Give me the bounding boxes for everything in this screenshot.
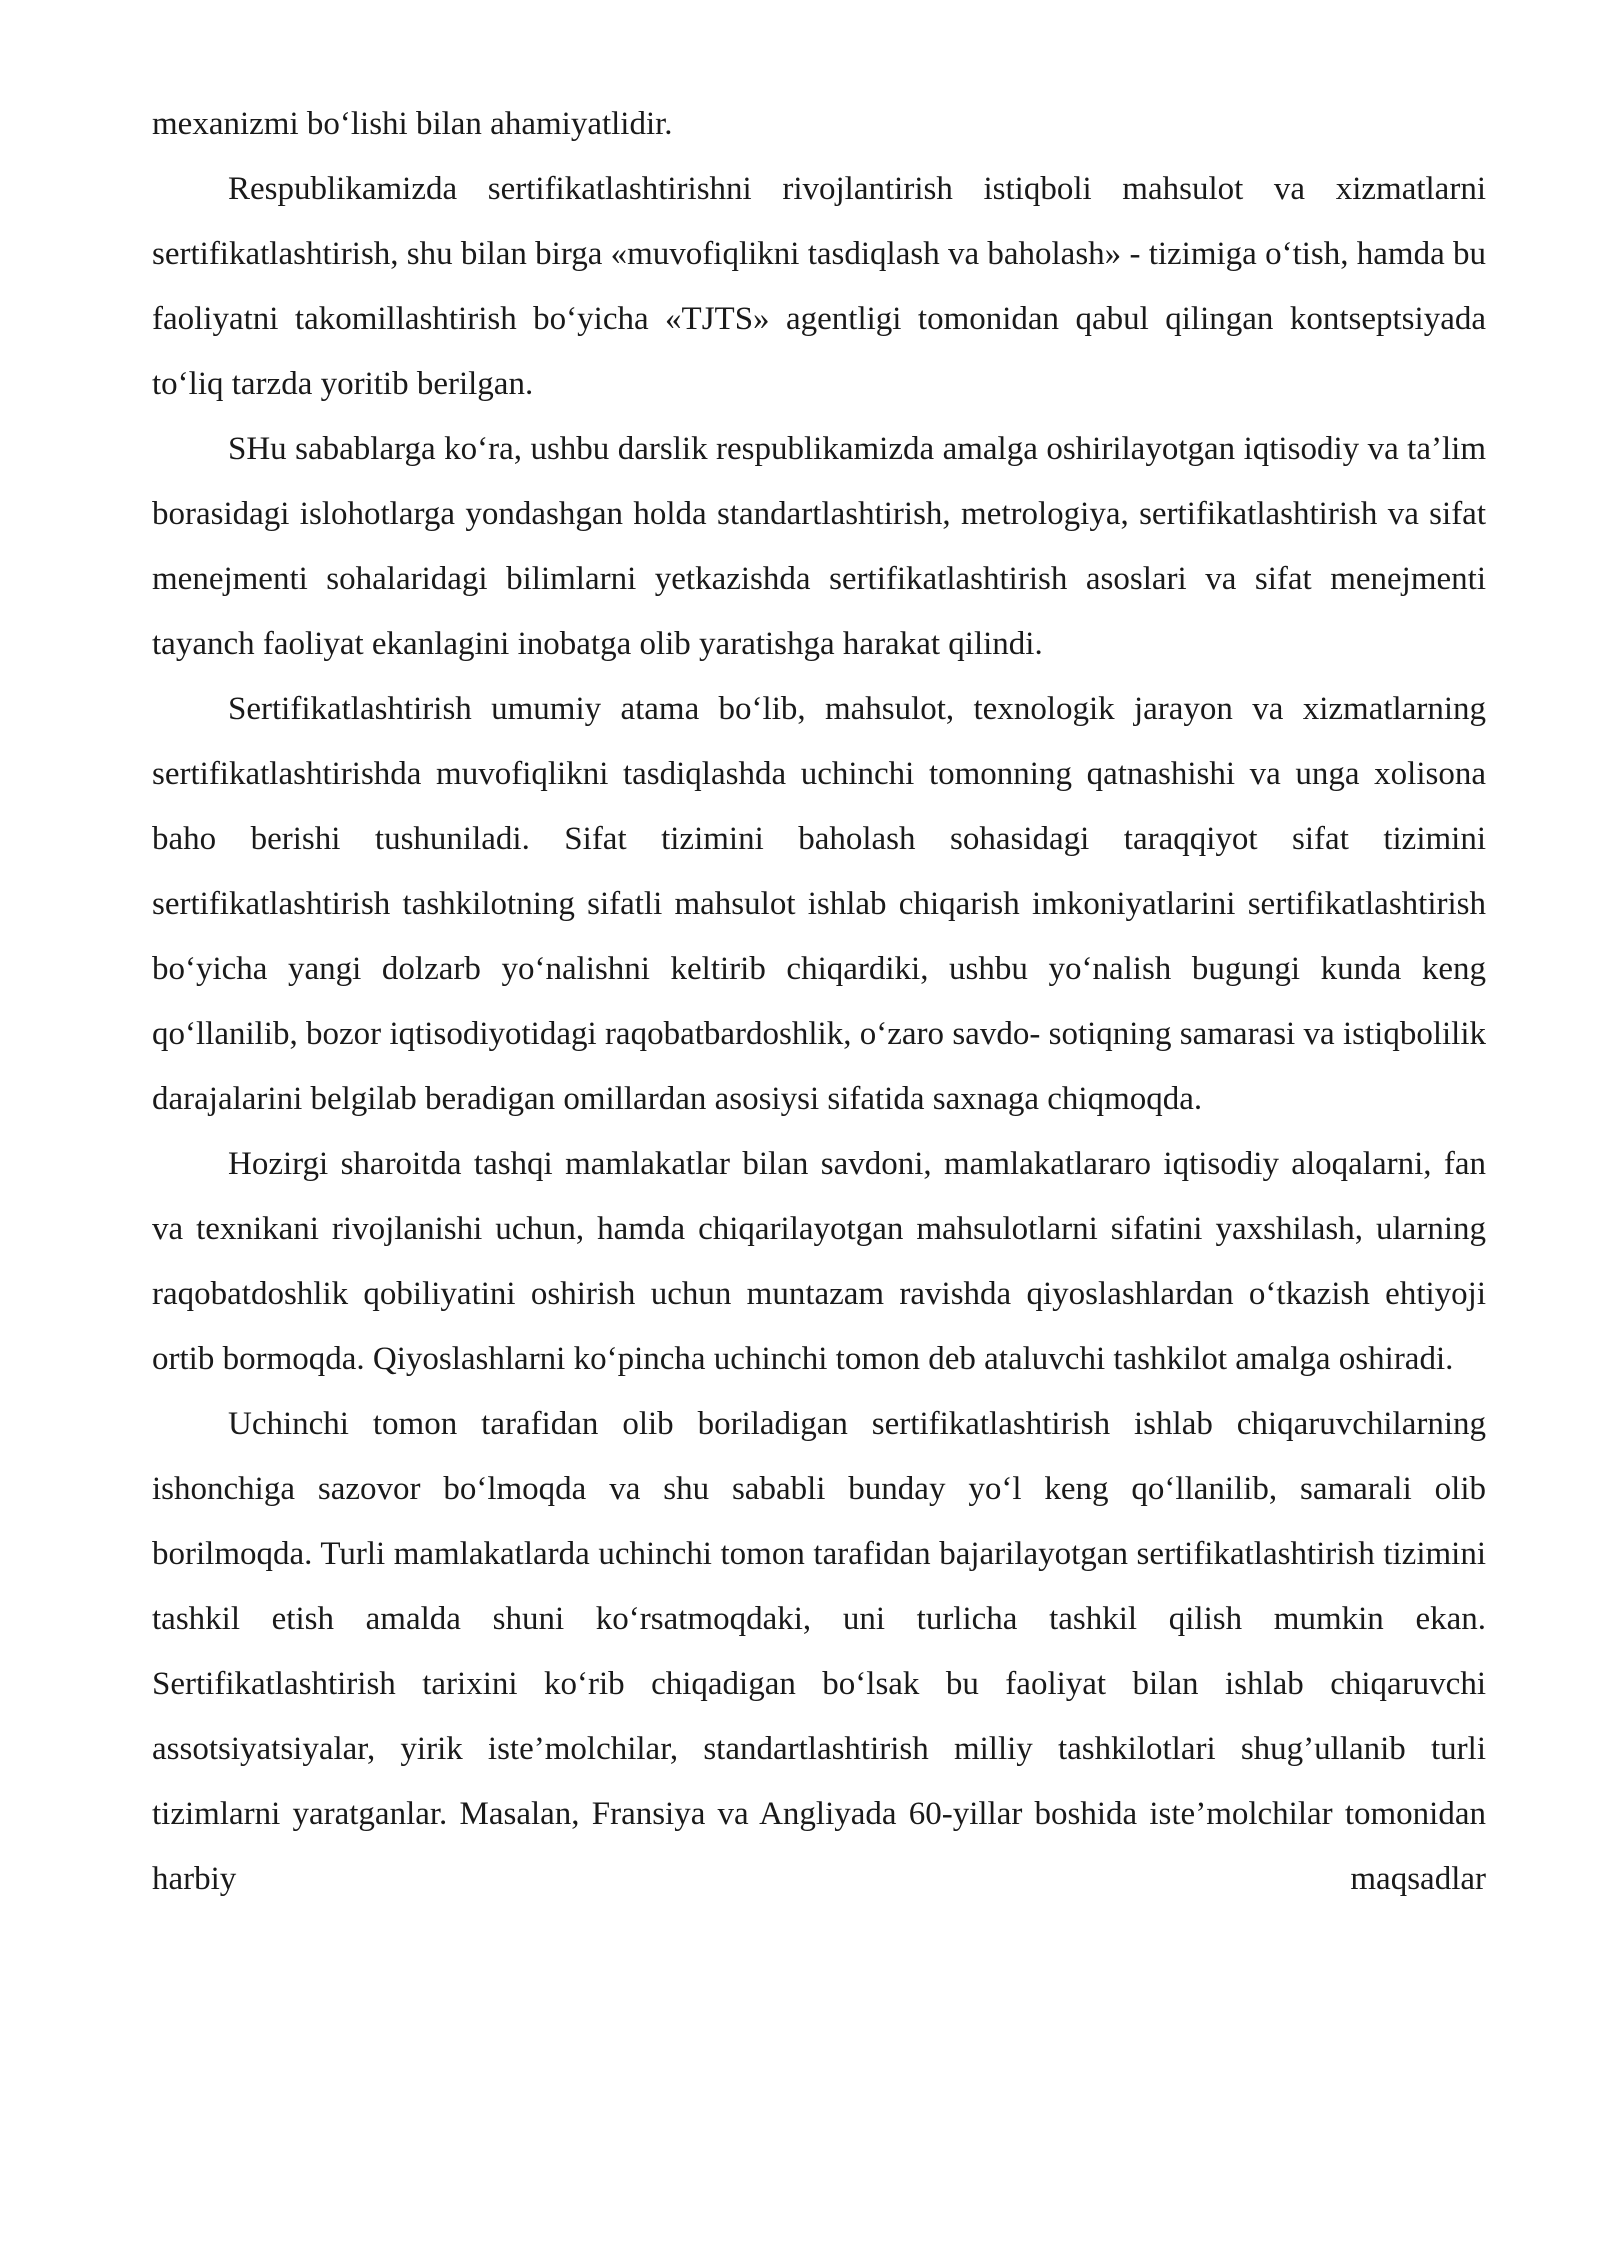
paragraph-continuation: mexanizmi bo‘lishi bilan ahamiyatlidir. bbox=[152, 106, 673, 142]
paragraph: SHu sabablarga ko‘ra, ushbu darslik respublikamizda amalga oshirilayotgan iqtisodiy va ta’lim borasidagi islohotlarga yondashgan holda standartlashtirish, metrologiya, sertifikatlashtirish va sifat menejmenti sohalaridagi bilimlarni yetkazishda sertifikatlashtirish asoslari va sifat menejmenti tayanch faoliyat ekanlagini inobatga olib yaratishga harakat qilindi. bbox=[152, 431, 1486, 662]
paragraph: Uchinchi tomon tarafidan olib boriladigan sertifikatlashtirish ishlab chiqaruvchilarning ishonchiga sazovor bo‘lmoqda va shu sababli bunday yo‘l keng qo‘llanilib, samarali olib borilmoqda. Turli mamlakatlarda uchinchi tomon tarafidan bajarilayotgan sertifikatlashtirish tizimini tashkil etish amalda shuni ko‘rsatmoqdaki, uni turlicha tashkil qilish mumkin ekan. Sertifikatlashtirish tarixini ko‘rib chiqadigan bo‘lsak bu faoliyat bilan ishlab chiqaruvchi assotsiyatsiyalar, yirik iste’molchilar, standartlashtirish milliy tashkilotlari shug’ullanib turli tizimlarni yaratganlar. Masalan, Fransiya va Angliyada 60-yillar boshida iste’molchilar tomonidan harbiy maqsadlar bbox=[152, 1406, 1486, 1897]
paragraph: Sertifikatlashtirish umumiy atama bo‘lib, mahsulot, texnologik jarayon va xizmatlarning sertifikatlashtirishda muvofiqlikni tasdiqlashda uchinchi tomonning qatnashishi va unga xolisona baho berishi tushuniladi. Sifat tizimini baholash sohasidagi taraqqiyot sifat tizimini sertifikatlashtirish tashkilotning sifatli mahsulot ishlab chiqarish imkoniyatlarini sertifikatlashtirish bo‘yicha yangi dolzarb yo‘nalishni keltirib chiqardiki, ushbu yo‘nalish bugungi kunda keng qo‘llanilib, bozor iqtisodiyotidagi raqobatbardoshlik, o‘zaro savdo- sotiqning samarasi va istiqbolilik darajalarini belgilab beradigan omillardan asosiysi sifatida saxnaga chiqmoqda. bbox=[152, 691, 1486, 1117]
paragraph: Hozirgi sharoitda tashqi mamlakatlar bilan savdoni, mamlakatlararo iqtisodiy aloqalarni, fan va texnikani rivojlanishi uchun, hamda chiqarilayotgan mahsulotlarni sifatini yaxshilash, ularning raqobatdoshlik qobiliyatini oshirish uchun muntazam ravishda qiyoslashlardan o‘tkazish ehtiyoji ortib bormoqda. Qiyoslashlarni ko‘pincha uchinchi tomon deb ataluvchi tashkilot amalga oshiradi. bbox=[152, 1146, 1486, 1377]
paragraph: Respublikamizda sertifikatlashtirishni rivojlantirish istiqboli mahsulot va xizmatlarni sertifikatlashtirish, shu bilan birga «muvofiqlikni tasdiqlash va baholash» - tizimiga o‘tish, hamda bu faoliyatni takomillashtirish bo‘yicha «TJTS» agentligi tomonidan qabul qilingan kontseptsiyada to‘liq tarzda yoritib berilgan. bbox=[152, 171, 1486, 402]
document-page bbox=[152, 92, 1486, 1912]
